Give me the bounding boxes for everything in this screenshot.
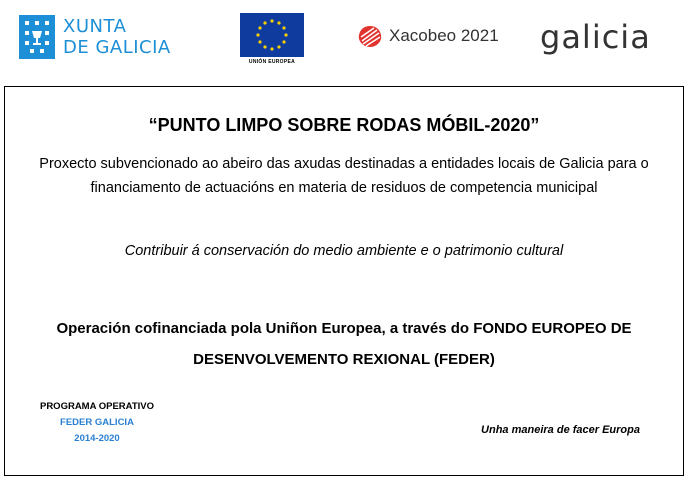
programme-period: 2014-2020 bbox=[74, 433, 120, 444]
galicia-logo: galicia bbox=[540, 18, 651, 56]
programme-name: FEDER GALICIA bbox=[60, 417, 134, 428]
xunta-de-galicia-logo bbox=[19, 15, 171, 59]
cofinancing-statement bbox=[4, 313, 684, 375]
xunta-shield-icon bbox=[19, 15, 55, 59]
programme-block bbox=[35, 399, 159, 447]
description-line2: financiamento de actuacións en materia de residuos de competencia municipal bbox=[90, 180, 598, 196]
xunta-line2: DE GALICIA bbox=[63, 37, 171, 58]
eu-flag-icon bbox=[240, 13, 304, 57]
cofinancing-line1: Operación cofinanciada pola Uniñon Europea, a través do FONDO EUROPEO DE bbox=[56, 320, 632, 337]
xunta-line1: XUNTA bbox=[63, 16, 127, 37]
xacobeo-text: Xacobeo 2021 bbox=[389, 26, 499, 45]
motto: Contribuir á conservación do medio ambiente e o patrimonio cultural bbox=[124, 243, 564, 259]
xacobeo-logo bbox=[357, 24, 499, 48]
cofinancing-line2: DESENVOLVEMENTO REXIONAL (FEDER) bbox=[193, 351, 495, 368]
programme-label: PROGRAMA OPERATIVO bbox=[39, 401, 154, 412]
eu-logo bbox=[240, 13, 304, 65]
project-description bbox=[4, 152, 684, 200]
eu-caption: UNIÓN EUROPEA bbox=[248, 59, 296, 65]
description-line1: Proxecto subvencionado ao abeiro das axudas destinadas a entidades locais de Galicia para o bbox=[39, 156, 649, 172]
xacobeo-shell-icon bbox=[357, 24, 383, 48]
eu-slogan: Unha maneira de facer Europa bbox=[481, 424, 640, 436]
project-title: “PUNTO LIMPO SOBRE RODAS MÓBIL-2020” bbox=[148, 115, 540, 135]
